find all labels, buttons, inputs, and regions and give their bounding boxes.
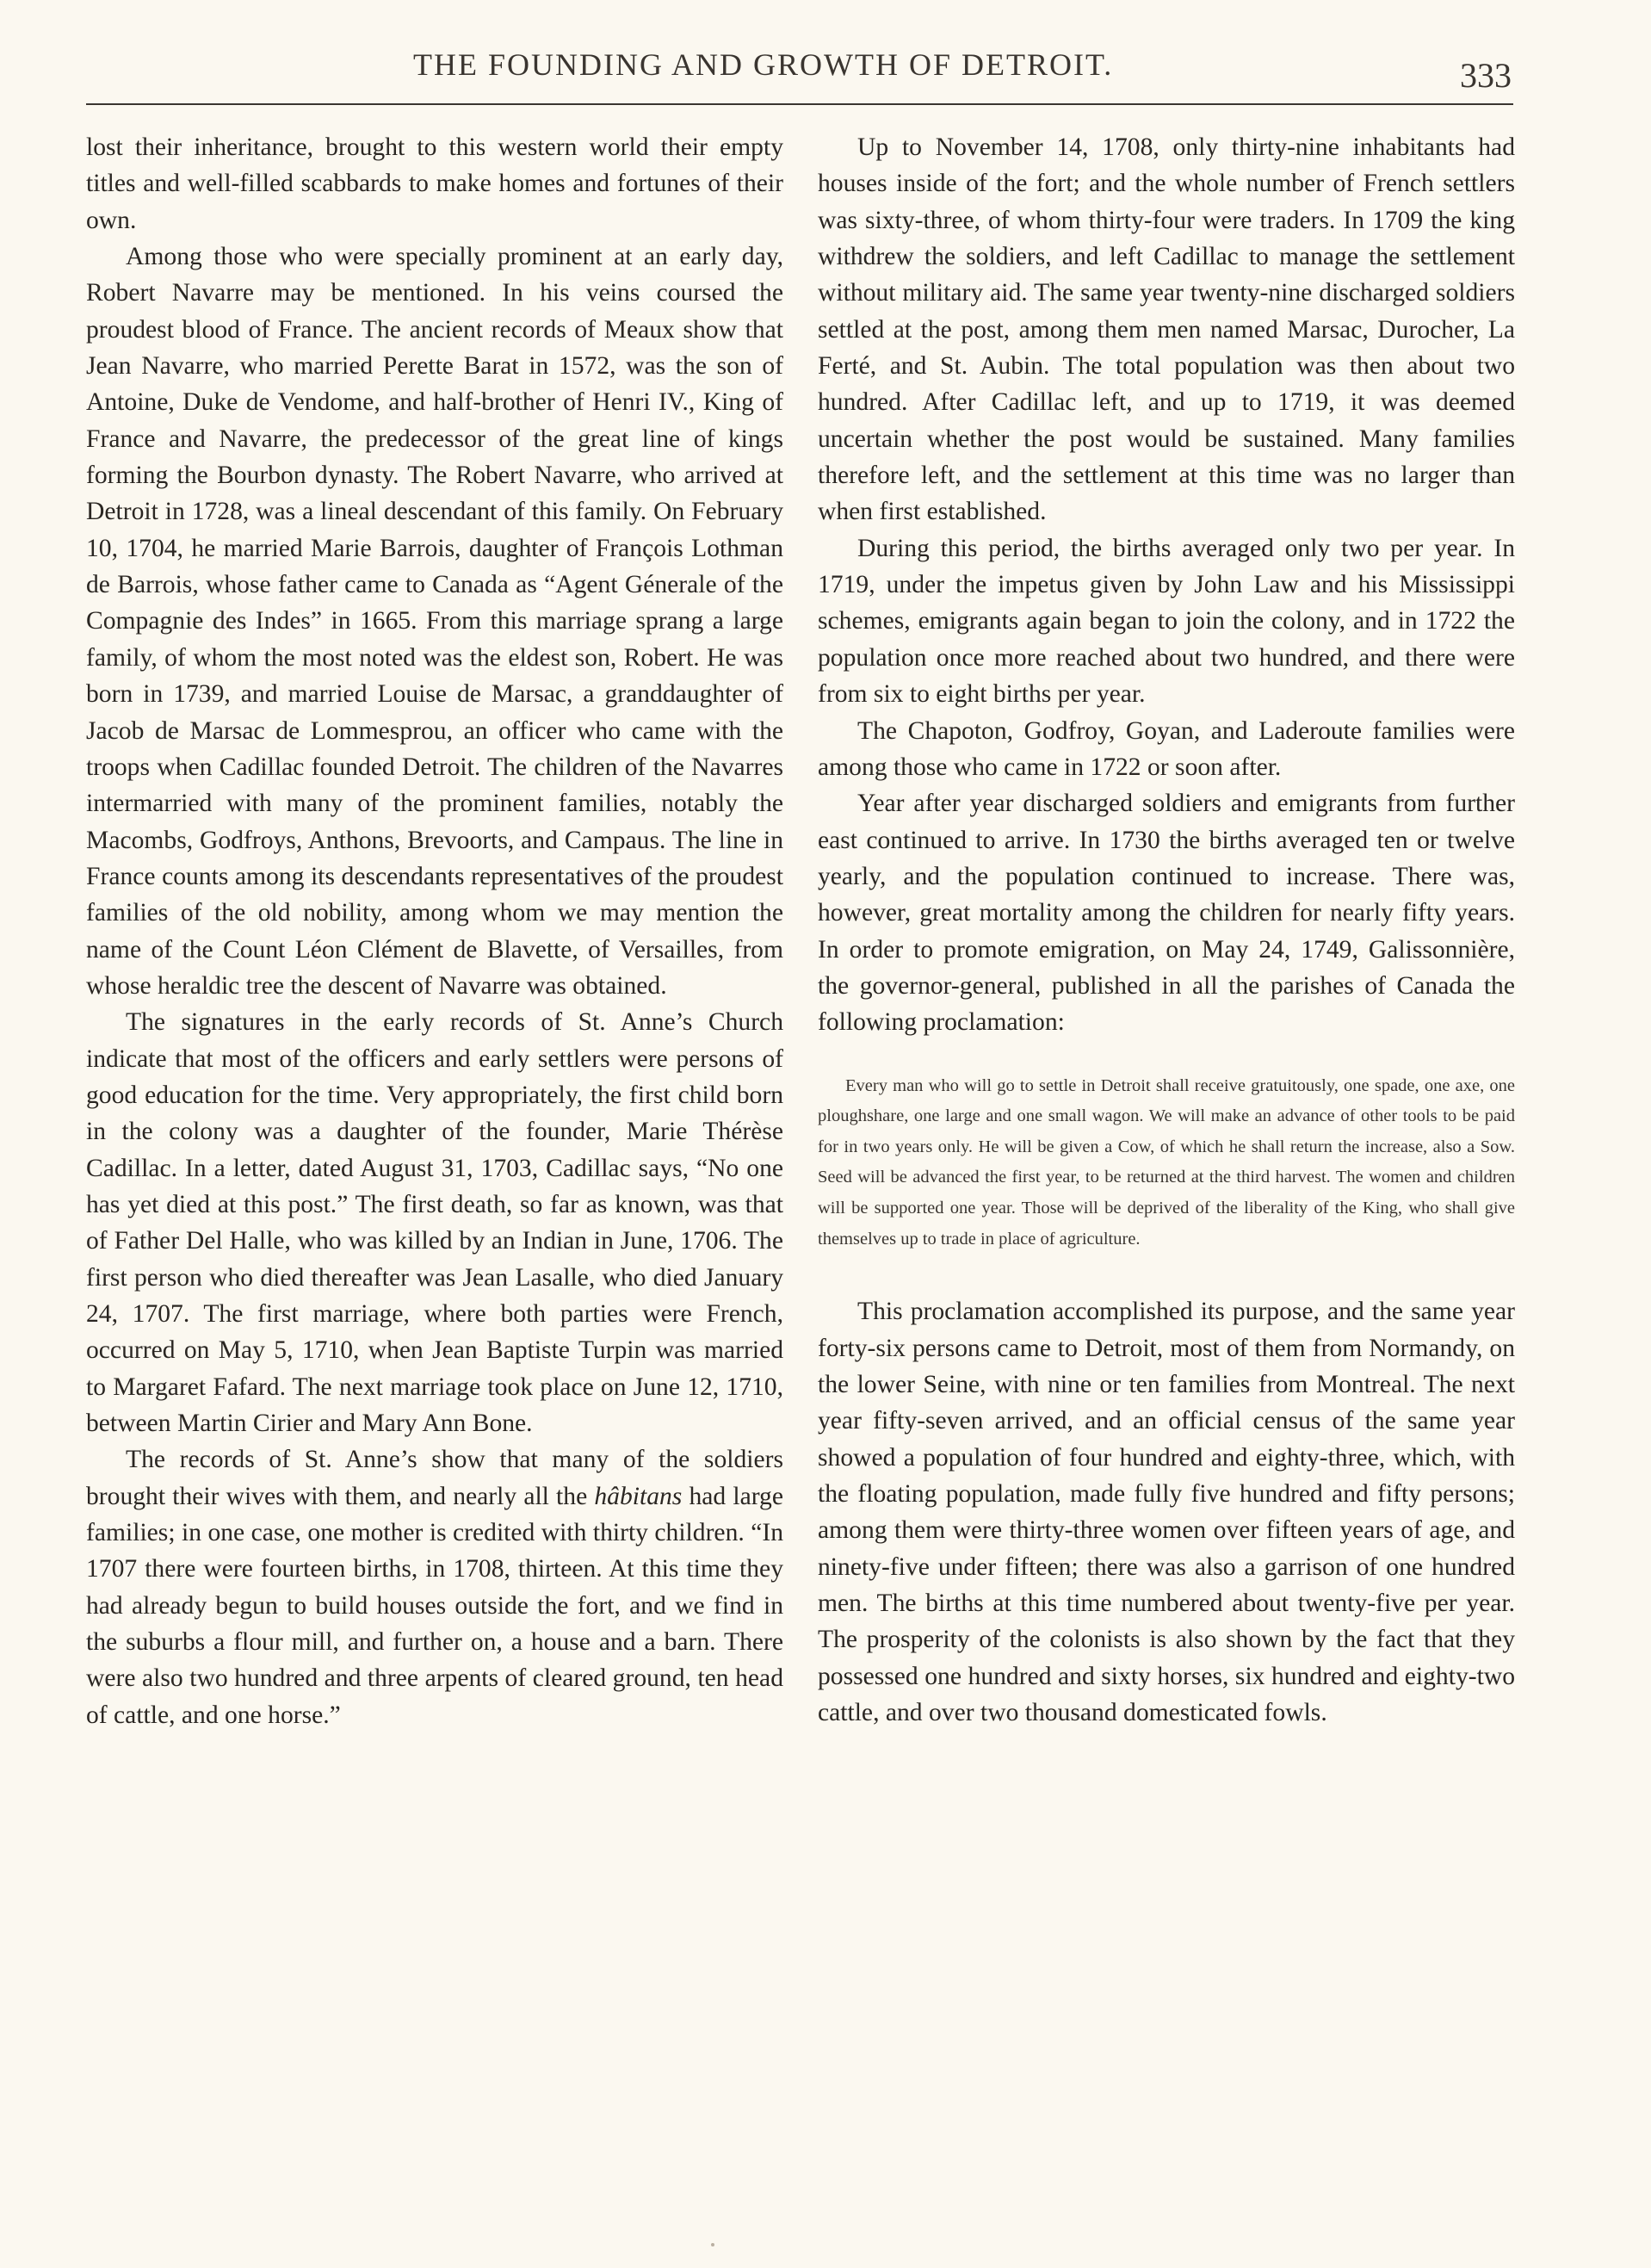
left-column xyxy=(86,129,783,1733)
paragraph: Among those who were specially prominent at an early day, Robert Navarre may be mentioned. In his veins coursed the proudest blood of France. The ancient records of Meaux show that Jean Navarre, who married Perette Barat in 1572, was the son of Antoine, Duke de Vendome, and half-brother of Henri IV., King of France and Navarre, the predecessor of the great line of kings forming the Bourbon dynasty. The Robert Navarre, who arrived at Detroit in 1728, was a lineal descendant of this family. On February 10, 1704, he married Marie Barrois, daughter of François Lothman de Barrois, whose father came to Canada as “Agent Génerale of the Compagnie des Indes” in 1665. From this marriage sprang a large family, of whom the most noted was the eldest son, Robert. He was born in 1739, and married Louise de Marsac, a granddaughter of Jacob de Marsac de Lommesprou, an officer who came with the troops when Cadillac founded Detroit. The children of the Navarres intermarried with many of the prominent families, notably the Macombs, Godfroys, Anthons, Brevoorts, and Campaus. The line in France counts among its descendants representatives of the proudest families of the old nobility, among whom we may mention the name of the Count Léon Clément de Blavette, of Versailles, from whose heraldic tree the descent of Navarre was obtained. xyxy=(86,243,783,1000)
paragraph-text: The records of St. Anne’s show that many of the soldiers brought their wives with them, and nearly all the xyxy=(86,1446,783,1510)
paper-speck xyxy=(711,2243,714,2246)
proclamation-quote: Every man who will go to settle in Detroit shall receive gratuitously, one spade, one axe, one ploughshare, one large and one small wagon. We will make an advance of other tools to be paid for in two years only. He will be given a Cow, of which he shall return the increase, also a Sow. Seed will be advanced the first year, to be returned at the third harvest. The women and children will be supported one year. Those will be deprived of the liberality of the King, who shall give themselves up to trade in place of agriculture. xyxy=(818,1075,1515,1249)
page-header xyxy=(86,41,1515,107)
italic-term: hâbitans xyxy=(594,1482,683,1510)
page-number: 333 xyxy=(1460,56,1512,95)
paragraph: lost their inheritance, brought to this western world their empty titles and well-filled scabbards to make homes and fortunes of their own. xyxy=(86,133,783,234)
right-column xyxy=(818,129,1515,1731)
paragraph: The Chapoton, Godfroy, Goyan, and Laderoute families were among those who came in 1722 or soon after. xyxy=(818,716,1515,781)
paragraph-text: had large families; in one case, one mother is credited with thirty children. “In 1707 there were fourteen births, in 1708, thirteen. At this time they had already begun to build houses outside the fort, and we find in the suburbs a flour mill, and further on, a house and a barn. There were also two hundred and three arpents of cleared ground, ten head of cattle, and one horse.” xyxy=(86,1482,783,1729)
paragraph: During this period, the births averaged only two per year. In 1719, under the impetus given by John Law and his Mississippi schemes, emigrants again began to join the colony, and in 1722 the population once more reached about two hundred, and there were from six to eight births per year. xyxy=(818,534,1515,709)
paragraph: Year after year discharged soldiers and emigrants from further east continued to arrive. In 1730 the births averaged ten or twelve yearly, and the population continued to increase. There was, however, great mortality among the children for nearly fifty years. In order to promote emigration, on May 24, 1749, Galissonnière, the governor-general, published in all the parishes of Canada the following proclamation: xyxy=(818,790,1515,1037)
running-head: THE FOUNDING AND GROWTH OF DETROIT. xyxy=(413,47,1114,82)
paragraph: Up to November 14, 1708, only thirty-nine inhabitants had houses inside of the fort; and the whole number of French settlers was sixty-three, of whom thirty-four were traders. In 1709 the king withdrew the soldiers, and left Cadillac to manage the settlement without military aid. The same year twenty-nine discharged soldiers settled at the post, among them men named Marsac, Durocher, La Ferté, and St. Aubin. The total population was then about two hundred. After Cadillac left, and up to 1719, it was deemed uncertain whether the post would be sustained. Many families therefore left, and the settlement at this time was no larger than when first established. xyxy=(818,133,1515,526)
paragraph xyxy=(86,1441,783,1733)
paragraph: This proclamation accomplished its purpose, and the same year forty-six persons came to Detroit, most of them from Normandy, on the lower Seine, with nine or ten families from Montreal. The next year fifty-seven arrived, and an official census of the same year showed a population of four hundred and eighty-three, which, with the floating population, made fully five hundred and fifty persons; among them were thirty-three women over fifteen years of age, and ninety-five under fifteen; there was also a garrison of one hundred men. The births at this time numbered about twenty-five per year. The prosperity of the colonists is also shown by the fact that they possessed one hundred and sixty horses, six hundred and eighty-two cattle, and over two thousand domesticated fowls. xyxy=(818,1298,1515,1726)
paragraph: The signatures in the early records of St. Anne’s Church indicate that most of the officers and early settlers were persons of good education for the time. Very appropriately, the first child born in the colony was a daughter of the founder, Marie Thérèse Cadillac. In a letter, dated August 31, 1703, Cadillac says, “No one has yet died at this post.” The first death, so far as known, was that of Father Del Halle, who was killed by an Indian in June, 1706. The first person who died thereafter was Jean Lasalle, who died January 24, 1707. The first marriage, where both parties were French, occurred on May 5, 1710, when Jean Baptiste Turpin was married to Margaret Fafard. The next marriage took place on June 12, 1710, between Martin Cirier and Mary Ann Bone. xyxy=(86,1008,783,1438)
header-rule xyxy=(86,103,1513,105)
